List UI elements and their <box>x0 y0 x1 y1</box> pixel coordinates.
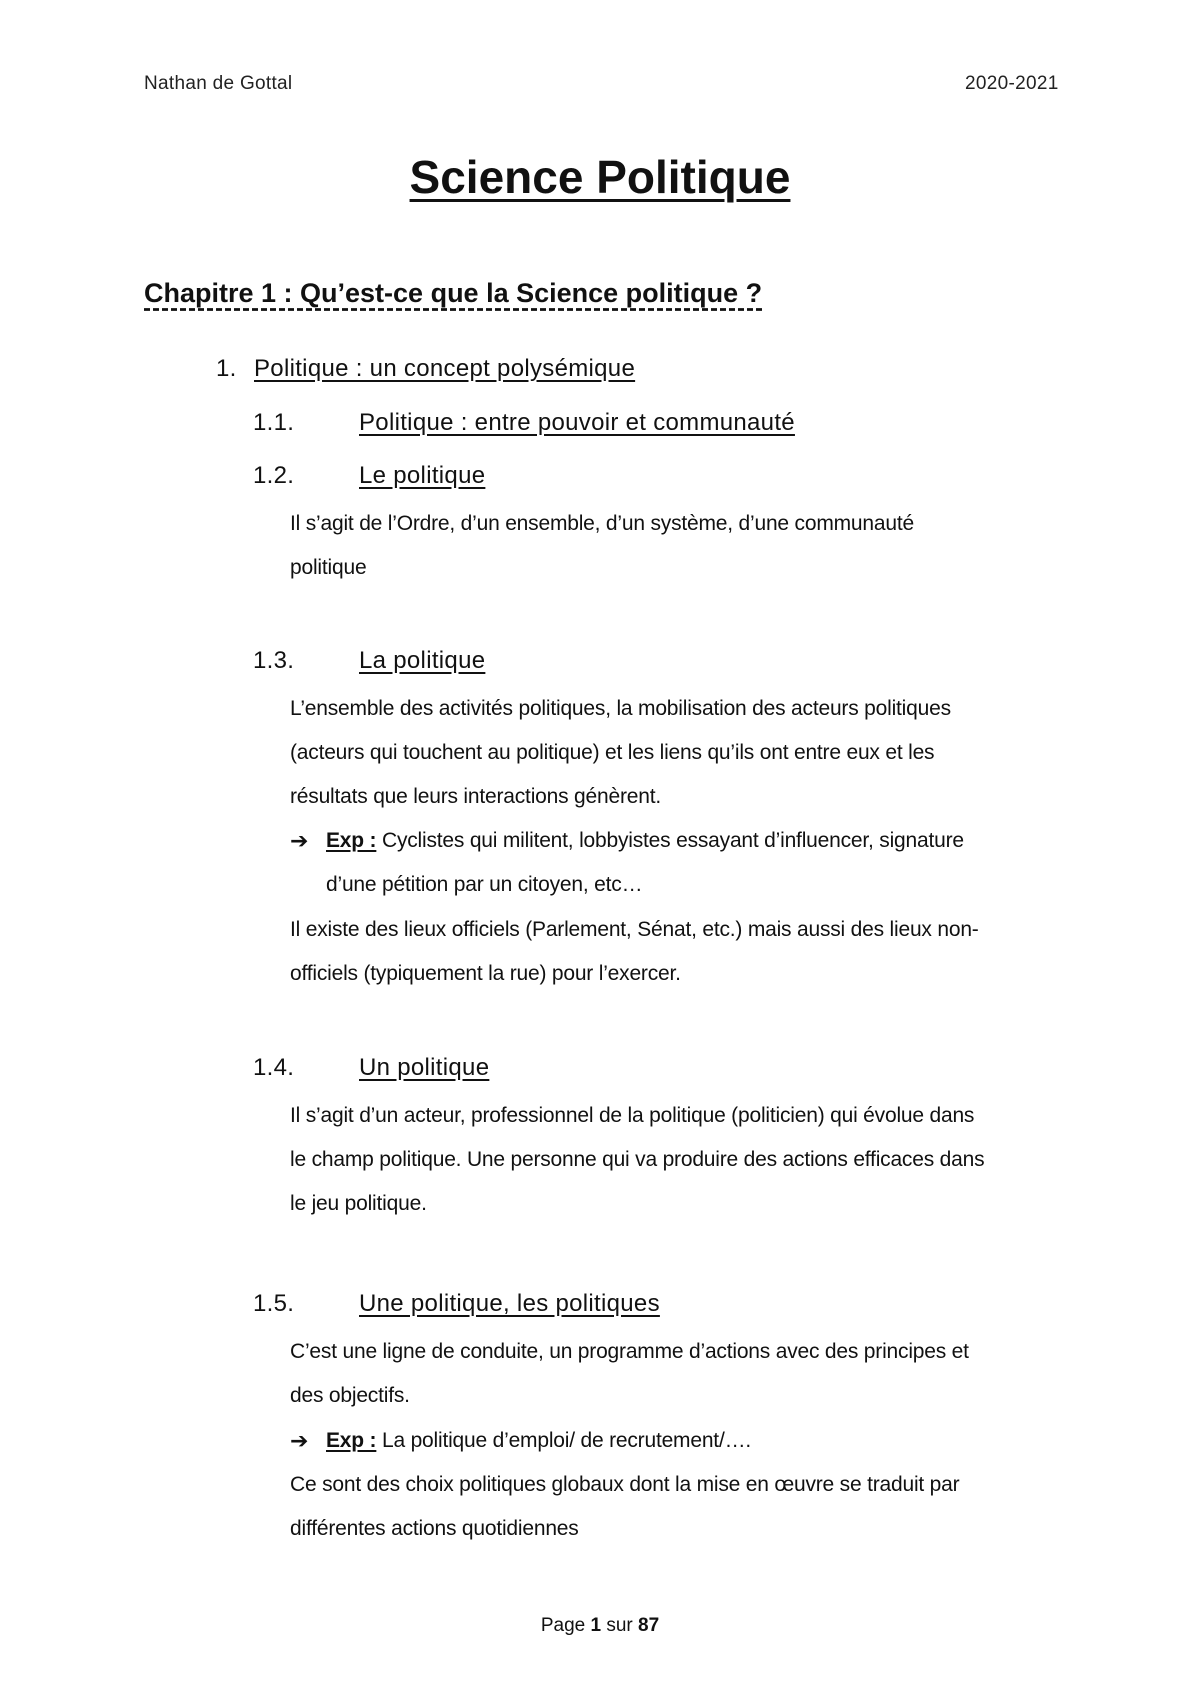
example-line <box>326 1429 751 1453</box>
section-label: Politique : un concept polysémique <box>254 355 636 382</box>
document-title: Science Politique <box>409 151 791 203</box>
paragraph-line: Il s’agit d’un acteur, professionnel de la politique (politicien) qui évolue dans <box>290 1104 975 1127</box>
paragraph-line: Il existe des lieux officiels (Parlement, Sénat, etc.) mais aussi des lieux non- <box>290 918 979 941</box>
subsection-heading <box>359 647 485 675</box>
subsection-number: 1.2. <box>253 462 295 489</box>
section-number: 1. <box>216 355 237 382</box>
subsection-number: 1.1. <box>253 409 295 436</box>
paragraph-line: politique <box>290 556 367 579</box>
subsection-label: Politique : entre pouvoir et communauté <box>359 409 795 436</box>
subsection-label: Le politique <box>359 462 486 489</box>
example-text: Cyclistes qui militent, lobbyistes essayant d’influencer, signature <box>376 829 964 852</box>
paragraph-line: le jeu politique. <box>290 1192 427 1215</box>
example-line: d’une pétition par un citoyen, etc… <box>326 873 643 896</box>
section-heading <box>254 355 635 383</box>
footer-page-number: 1 <box>590 1615 602 1636</box>
subsection-number: 1.5. <box>253 1290 295 1317</box>
page-footer <box>0 1615 1200 1637</box>
paragraph-line: Ce sont des choix politiques globaux dont la mise en œuvre se traduit par <box>290 1473 960 1496</box>
chapter-heading: Chapitre 1 : Qu’est-ce que la Science politique ? <box>144 278 763 308</box>
paragraph-line: L’ensemble des activités politiques, la mobilisation des acteurs politiques <box>290 697 951 720</box>
footer-sur: sur <box>606 1615 633 1636</box>
subsection-heading <box>359 1054 489 1082</box>
paragraph-line: résultats que leurs interactions génèrent. <box>290 785 661 808</box>
paragraph-line: officiels (typiquement la rue) pour l’exercer. <box>290 962 681 985</box>
example-label: Exp : <box>326 1429 377 1452</box>
paragraph-line: des objectifs. <box>290 1384 410 1407</box>
arrow-right-icon: ➔ <box>290 828 309 853</box>
header-year: 2020-2021 <box>965 73 1059 94</box>
paragraph-line: Il s’agit de l’Ordre, d’un ensemble, d’un système, d’une communauté <box>290 512 914 535</box>
arrow-right-icon: ➔ <box>290 1428 309 1453</box>
subsection-heading <box>359 462 485 490</box>
paragraph-line: (acteurs qui touchent au politique) et les liens qu’ils ont entre eux et les <box>290 741 935 764</box>
header-author: Nathan de Gottal <box>144 73 293 94</box>
subsection-heading <box>359 409 795 437</box>
example-line <box>326 829 964 853</box>
paragraph-line: différentes actions quotidiennes <box>290 1517 579 1540</box>
subsection-number: 1.3. <box>253 647 295 674</box>
paragraph-line: le champ politique. Une personne qui va produire des actions efficaces dans <box>290 1148 985 1171</box>
paragraph-line: C’est une ligne de conduite, un programme d’actions avec des principes et <box>290 1340 969 1363</box>
subsection-number: 1.4. <box>253 1054 295 1081</box>
footer-page-word: Page <box>540 1615 586 1636</box>
subsection-label: Un politique <box>359 1054 490 1081</box>
subsection-label: Une politique, les politiques <box>359 1290 660 1317</box>
subsection-heading <box>359 1290 660 1318</box>
example-label: Exp : <box>326 829 377 852</box>
footer-page-total: 87 <box>638 1615 660 1636</box>
example-text: La politique d’emploi/ de recrutement/…. <box>376 1429 752 1452</box>
subsection-label: La politique <box>359 647 486 674</box>
